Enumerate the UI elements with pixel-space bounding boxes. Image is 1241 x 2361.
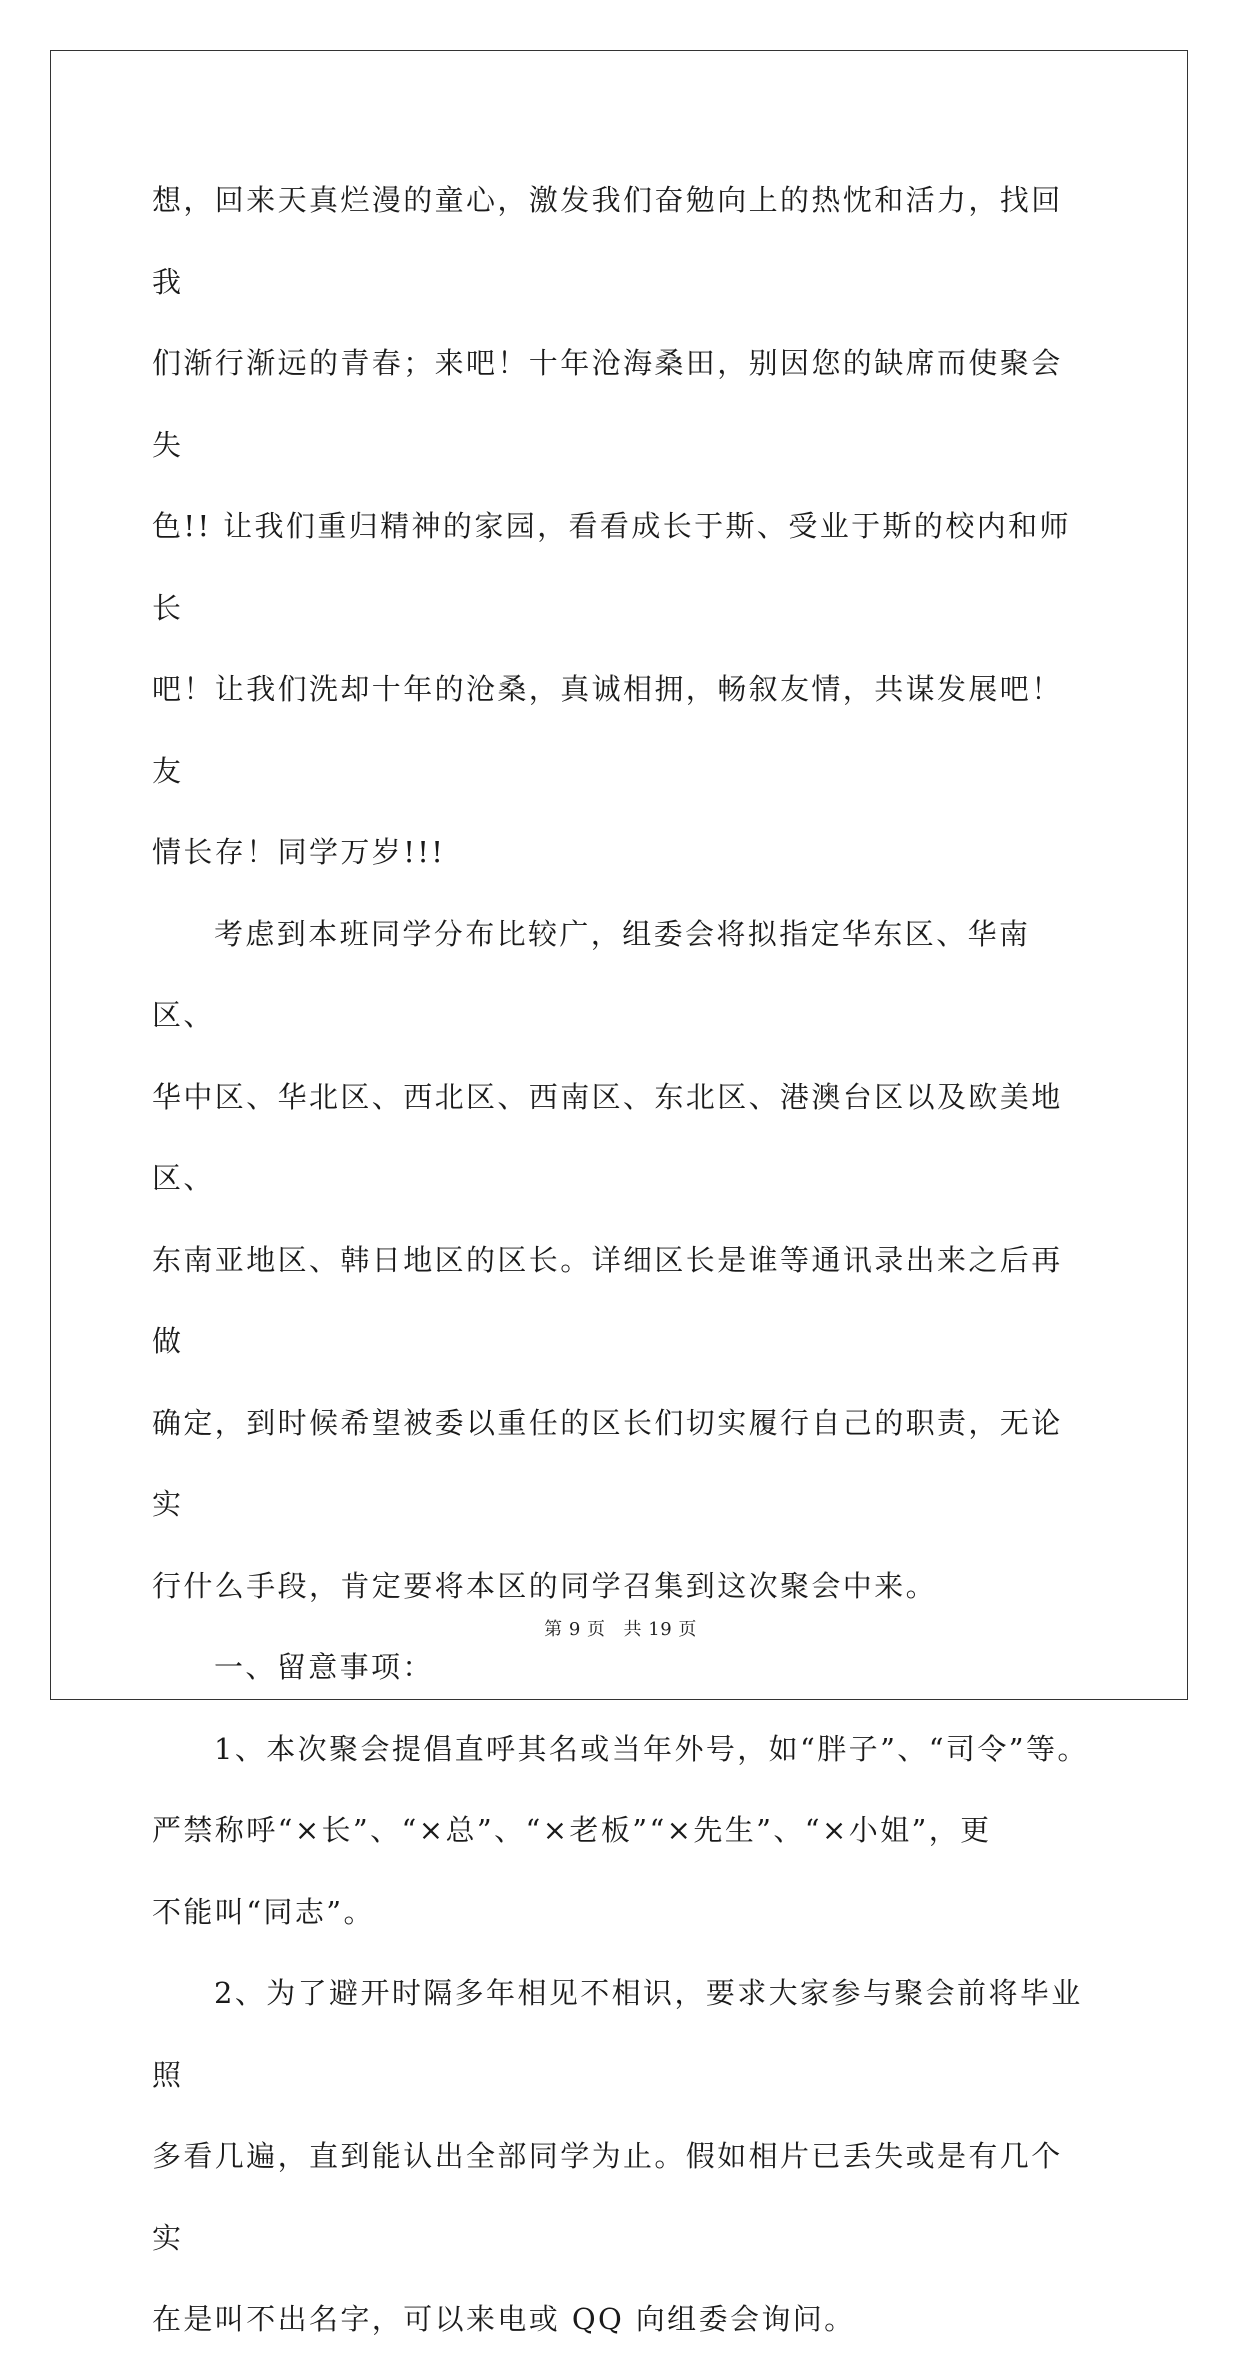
- text-line: 情长存！同学万岁!!!: [152, 835, 446, 869]
- page-number: 第 9 页: [544, 1619, 606, 1640]
- text-line: 东南亚地区、韩日地区的区长。详细区长是谁等通讯录出来之后再做: [152, 1242, 1063, 1358]
- text-line: 确定，到时候希望被委以重任的区长们切实履行自己的职责，无论实: [152, 1405, 1063, 1521]
- text-line: 色!! 让我们重归精神的家园，看看成长于斯、受业于斯的校内和师长: [152, 509, 1071, 625]
- text-line: 一、留意事项：: [214, 1650, 434, 1684]
- text-line: 多看几遍，直到能认出全部同学为止。假如相片已丢失或是有几个实: [152, 2139, 1063, 2255]
- text-line: 考虑到本班同学分布比较广，组委会将拟指定华东区、华南区、: [152, 916, 1031, 1032]
- text-line: 们渐行渐远的青春；来吧！十年沧海桑田，别因您的缺席而使聚会失: [152, 346, 1063, 462]
- text-line: 不能叫“同志”。: [152, 1894, 375, 1929]
- list-item: [152, 1709, 1092, 1954]
- text-line: 1、本次聚会提倡直呼其名或当年外号，如“胖子”、“司令”等。: [214, 1731, 1089, 1766]
- document-body: [152, 160, 1092, 2361]
- text-line: 严禁称呼“×长”、“×总”、“×老板”“×先生”、“×小姐”，更: [152, 1813, 992, 1847]
- text-line: 吧！让我们洗却十年的沧桑，真诚相拥，畅叙友情，共谋发展吧！友: [152, 672, 1063, 788]
- page-total: 共 19 页: [623, 1619, 697, 1640]
- list-item: [152, 1953, 1092, 2361]
- text-line: 想，回来天真烂漫的童心，激发我们奋勉向上的热忱和活力，找回我: [152, 183, 1063, 299]
- text-line: 在是叫不出名字，可以来电或 QQ 向组委会询问。: [152, 2302, 856, 2336]
- text-line: 2、为了避开时隔多年相见不相识，要求大家参与聚会前将毕业照: [152, 1976, 1083, 2092]
- text-line: 行什么手段，肯定要将本区的同学召集到这次聚会中来。: [152, 1568, 938, 1603]
- text-line: 华中区、华北区、西北区、西南区、东北区、港澳台区以及欧美地区、: [152, 1079, 1063, 1195]
- paragraph: [152, 160, 1092, 894]
- paragraph: [152, 894, 1092, 1628]
- page-footer: [0, 1615, 1241, 1641]
